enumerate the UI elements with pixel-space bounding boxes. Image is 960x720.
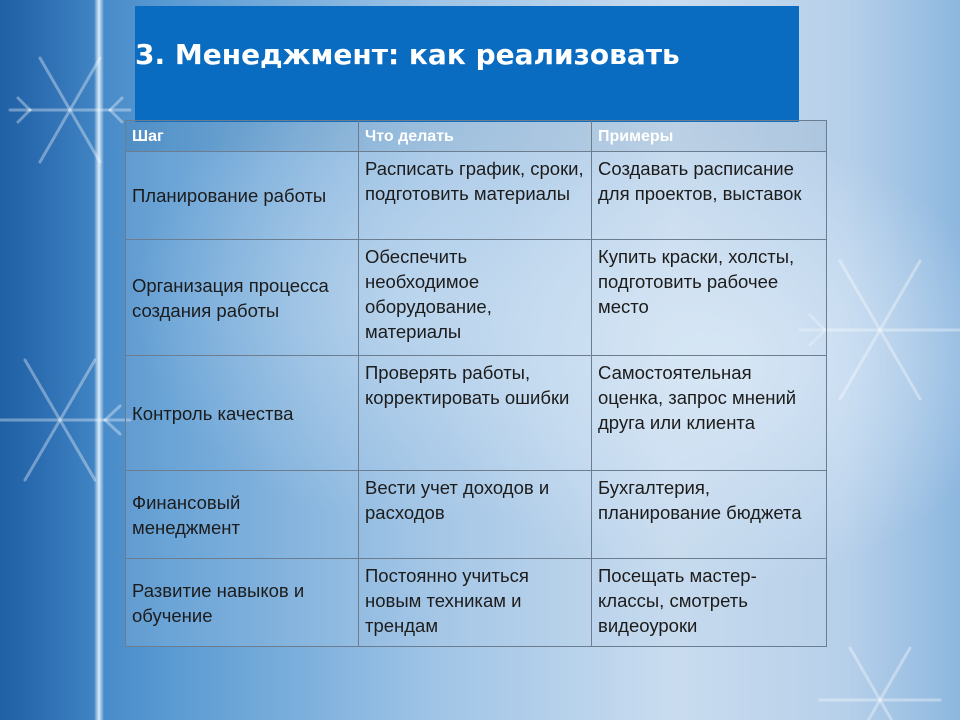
example-cell: Посещать мастер-классы, смотреть видеоуроки: [592, 559, 827, 647]
step-cell: Планирование работы: [126, 152, 359, 240]
slide-title: 3. Менеджмент: как реализовать: [135, 38, 680, 71]
table-row: [126, 240, 827, 356]
table-row: [126, 152, 827, 240]
management-table: [125, 120, 827, 647]
example-cell: Создавать расписание для проектов, выставок: [592, 152, 827, 240]
snowflake-icon: [0, 360, 130, 480]
column-header-what-to-do: Что делать: [359, 121, 592, 152]
example-cell: Купить краски, холсты, подготовить рабочее место: [592, 240, 827, 356]
table-row: [126, 356, 827, 471]
snowflake-icon: [820, 648, 940, 720]
step-cell: Контроль качества: [126, 356, 359, 471]
example-cell: Бухгалтерия, планирование бюджета: [592, 471, 827, 559]
example-cell: Самостоятельная оценка, запрос мнений друга или клиента: [592, 356, 827, 471]
action-cell: Вести учет доходов и расходов: [359, 471, 592, 559]
step-cell: Финансовый менеджмент: [126, 471, 359, 559]
table-row: [126, 471, 827, 559]
action-cell: Обеспечить необходимое оборудование, материалы: [359, 240, 592, 356]
action-cell: Проверять работы, корректировать ошибки: [359, 356, 592, 471]
snowflake-icon: [10, 58, 130, 162]
step-cell: Организация процесса создания работы: [126, 240, 359, 356]
step-cell: Развитие навыков и обучение: [126, 559, 359, 647]
column-header-examples: Примеры: [592, 121, 827, 152]
action-cell: Расписать график, сроки, подготовить материалы: [359, 152, 592, 240]
table-header-row: [126, 121, 827, 152]
column-header-step: Шаг: [126, 121, 359, 152]
action-cell: Постоянно учиться новым техникам и трендам: [359, 559, 592, 647]
table-row: [126, 559, 827, 647]
